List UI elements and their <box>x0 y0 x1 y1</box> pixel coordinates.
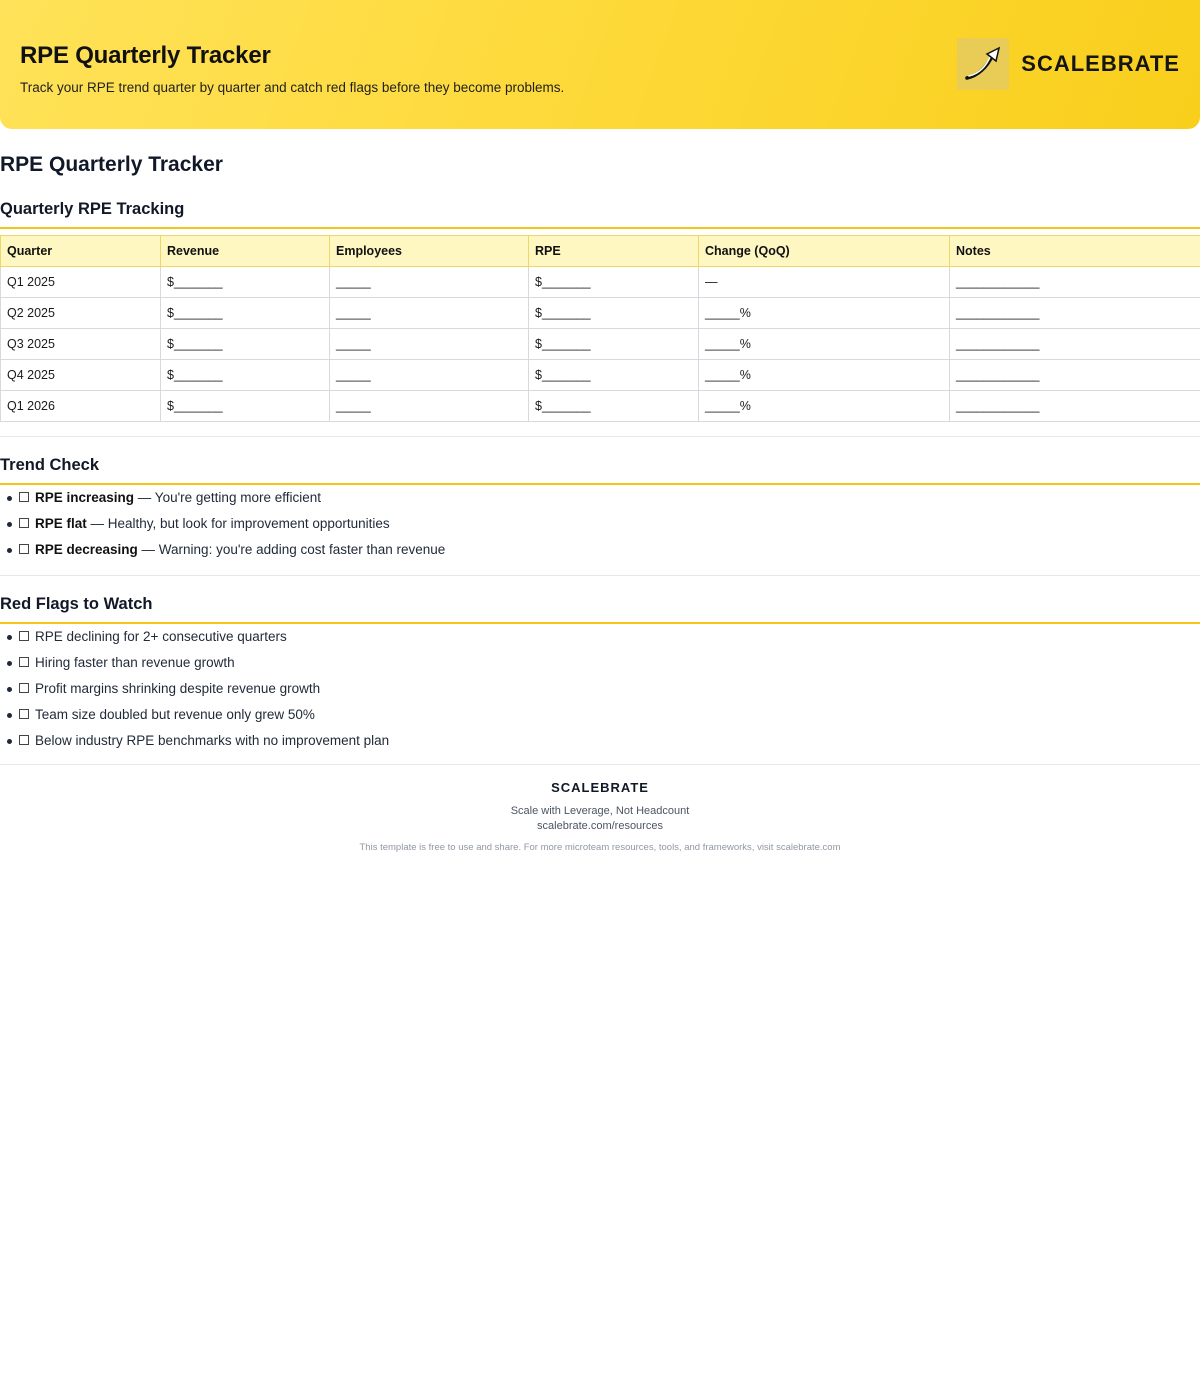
table-header-row <box>1 236 1200 267</box>
table-cell: ____________ <box>950 298 1200 329</box>
footer-tagline: Scale with Leverage, Not Headcount <box>510 805 690 817</box>
checkbox-icon[interactable] <box>19 544 29 554</box>
table-cell: _____ <box>330 329 529 360</box>
checkbox-icon[interactable] <box>19 657 29 667</box>
column-header: Notes <box>950 236 1200 267</box>
red-flag-text: RPE declining for 2+ consecutive quarters <box>35 629 287 644</box>
table-cell: _____% <box>699 329 950 360</box>
list-item <box>33 485 445 511</box>
checkbox-icon[interactable] <box>19 683 29 693</box>
table-cell: $_______ <box>529 360 699 391</box>
red-flag-text: Profit margins shrinking despite revenue growth <box>35 681 321 696</box>
checkbox-icon[interactable] <box>19 518 29 528</box>
section-divider <box>0 764 1200 765</box>
table-cell: Q4 2025 <box>1 360 161 391</box>
column-header: Employees <box>330 236 529 267</box>
checkbox-icon[interactable] <box>19 709 29 719</box>
table-cell: $_______ <box>161 329 330 360</box>
document-title: RPE Quarterly Tracker <box>0 153 223 176</box>
list-item <box>33 511 445 537</box>
brand <box>957 38 1180 90</box>
section-heading-trend-check: Trend Check <box>0 456 1200 485</box>
table-row <box>1 360 1200 391</box>
table-row <box>1 391 1200 422</box>
table-cell: _____ <box>330 298 529 329</box>
table-cell: $_______ <box>161 298 330 329</box>
quarterly-tracking-table <box>0 235 1200 422</box>
list-item <box>33 676 389 702</box>
table-row <box>1 267 1200 298</box>
column-header: Change (QoQ) <box>699 236 950 267</box>
trend-description: — Warning: you're adding cost faster than revenue <box>137 542 446 557</box>
trend-label: RPE increasing <box>35 490 135 505</box>
table-row <box>1 298 1200 329</box>
table-cell: _____ <box>330 360 529 391</box>
section-divider <box>0 436 1200 437</box>
table-cell: $_______ <box>529 298 699 329</box>
table-cell: Q3 2025 <box>1 329 161 360</box>
trend-label: RPE flat <box>35 516 87 531</box>
brand-name: SCALEBRATE <box>1021 51 1180 76</box>
header-banner <box>0 0 1200 129</box>
checkbox-icon[interactable] <box>19 631 29 641</box>
section-divider <box>0 575 1200 576</box>
table-cell: Q1 2025 <box>1 267 161 298</box>
page-subtitle: Track your RPE trend quarter by quarter and catch red flags before they become problems. <box>20 80 565 95</box>
trend-description: — You're getting more efficient <box>134 490 321 505</box>
section-heading-tracking: Quarterly RPE Tracking <box>0 200 1200 229</box>
table-cell: _____ <box>330 267 529 298</box>
list-item <box>33 650 389 676</box>
footer-brand: SCALEBRATE <box>551 780 649 795</box>
table-cell: $_______ <box>161 360 330 391</box>
footer <box>0 780 1200 853</box>
red-flag-text: Hiring faster than revenue growth <box>35 655 235 670</box>
footer-link[interactable]: scalebrate.com/resources <box>537 820 663 832</box>
column-header: Quarter <box>1 236 161 267</box>
table-cell: ____________ <box>950 391 1200 422</box>
section-heading-red-flags: Red Flags to Watch <box>0 595 1200 624</box>
trend-description: — Healthy, but look for improvement opportunities <box>86 516 390 531</box>
table-cell: ____________ <box>950 267 1200 298</box>
table-cell: _____% <box>699 391 950 422</box>
column-header: Revenue <box>161 236 330 267</box>
table-cell: _____ <box>330 391 529 422</box>
list-item <box>33 702 389 728</box>
table-cell: $_______ <box>161 267 330 298</box>
footer-note: This template is free to use and share. For more microteam resources, tools, and frameworks, visit scalebrate.com <box>359 842 841 853</box>
table-cell: $_______ <box>529 267 699 298</box>
page-title: RPE Quarterly Tracker <box>20 42 271 69</box>
table-cell: ____________ <box>950 360 1200 391</box>
red-flag-text: Below industry RPE benchmarks with no improvement plan <box>35 733 390 748</box>
trend-label: RPE decreasing <box>35 542 138 557</box>
table-cell: Q1 2026 <box>1 391 161 422</box>
list-item <box>33 537 445 563</box>
table-row <box>1 329 1200 360</box>
table-cell: $_______ <box>529 329 699 360</box>
column-header: RPE <box>529 236 699 267</box>
trend-check-list <box>0 485 445 563</box>
rising-arrow-icon <box>957 38 1009 90</box>
table-cell: — <box>699 267 950 298</box>
table-cell: $_______ <box>529 391 699 422</box>
table-cell: $_______ <box>161 391 330 422</box>
table-cell: _____% <box>699 298 950 329</box>
list-item <box>33 728 389 754</box>
table-cell: ____________ <box>950 329 1200 360</box>
red-flags-list <box>0 624 389 754</box>
checkbox-icon[interactable] <box>19 492 29 502</box>
table-cell: _____% <box>699 360 950 391</box>
checkbox-icon[interactable] <box>19 735 29 745</box>
red-flag-text: Team size doubled but revenue only grew 50% <box>35 707 315 722</box>
list-item <box>33 624 389 650</box>
table-cell: Q2 2025 <box>1 298 161 329</box>
